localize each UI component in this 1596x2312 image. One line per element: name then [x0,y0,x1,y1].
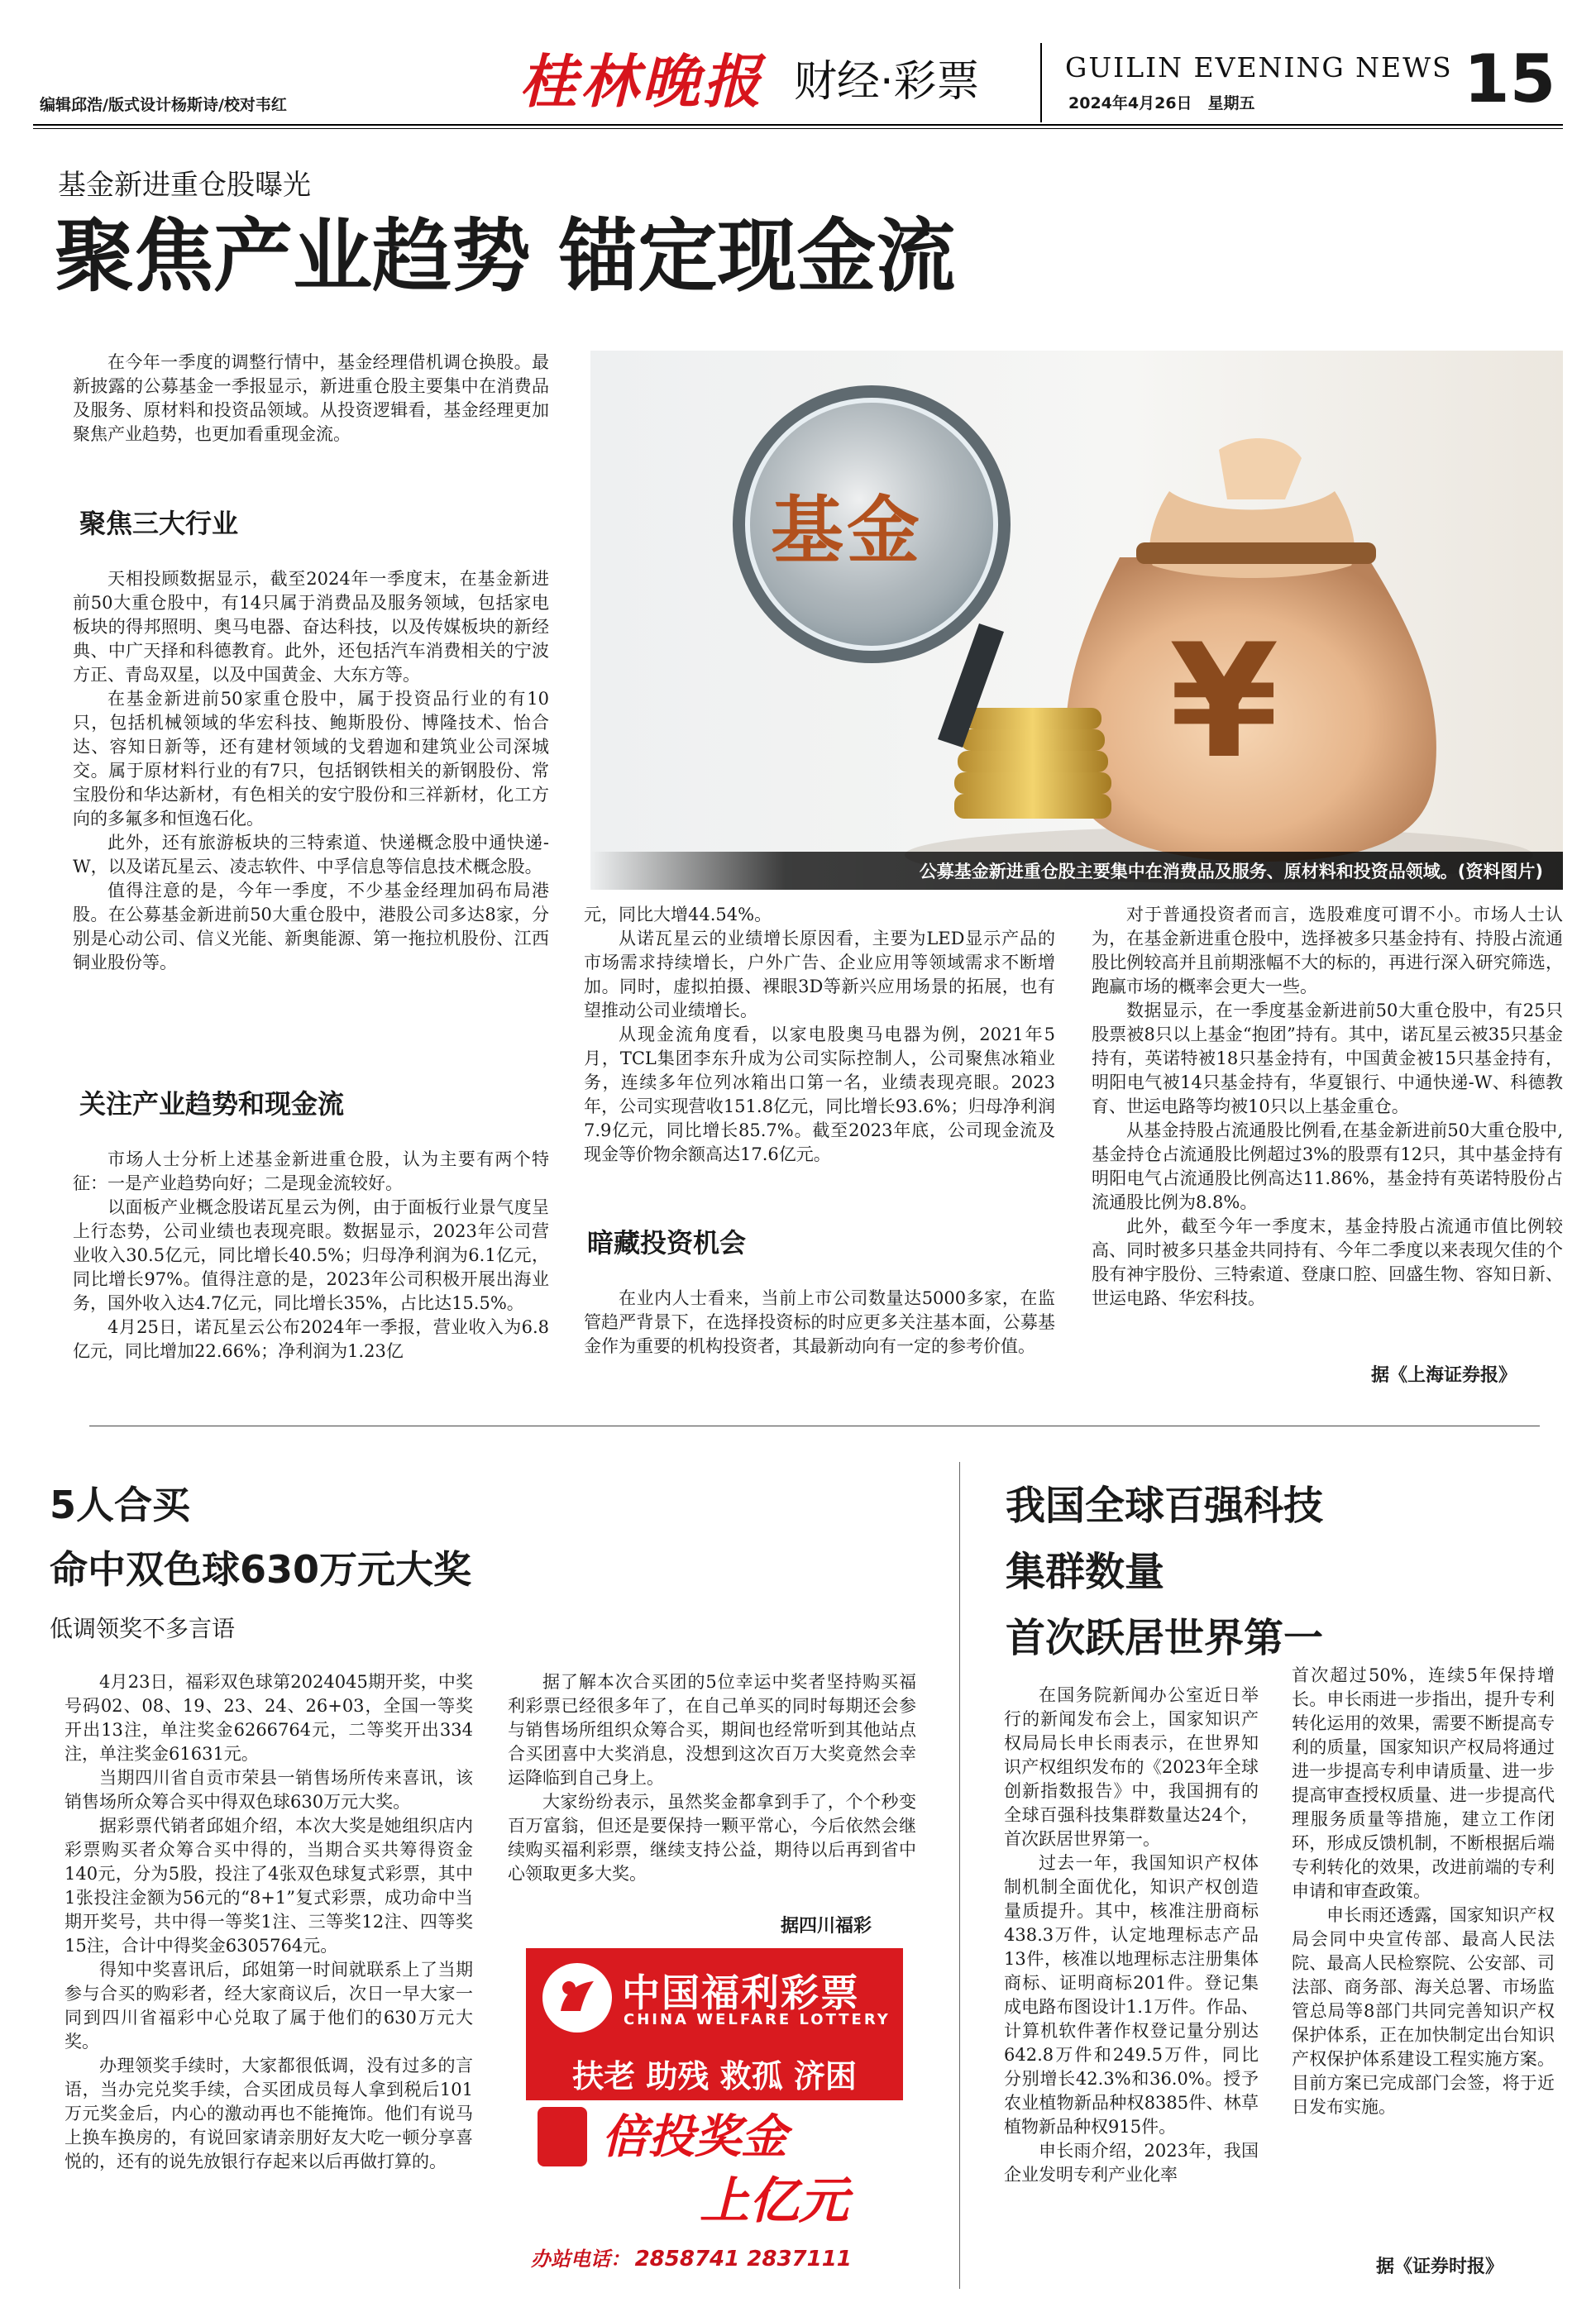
lottery-paragraph: 4月23日，福彩双色球第2024045期开奖，中奖号码02、08、19、23、24、26+03，全国一等奖开出13注，单注奖金6266764元，二等奖开出334注，单注奖金61631元。 [65,1672,473,1764]
tech-title-line2: 集群数量 [1006,1549,1165,1595]
column-divider [959,1462,960,2289]
lottery-column-a [65,1670,473,2174]
lead-column-2-bottom [584,1287,1055,1359]
lead-column-1-top [73,351,549,447]
promo-line2: 上亿元 [700,2172,848,2230]
lead-column-2 [584,903,1055,1167]
ad-brand-en: CHINA WELFARE LOTTERY [624,2011,891,2028]
lead-paragraph: 从现金流角度看，以家电股奥马电器为例，2021年5月，TCL集团李东升成为公司实际控制人，公司聚焦冰箱业务，连续多年位列冰箱出口第一名，业绩表现亮眼。2023年，公司实现营收151.8亿元，同比增长93.6%；归母净利润7.9亿元，同比增长85.7%。截至2023年底，公司现金流及现金等价物余额高达17.6亿元。 [584,1025,1055,1164]
image-caption [590,852,1563,890]
lead-paragraph: 在业内人士看来，当前上市公司数量达5000多家，在监管趋严背景下，在选择投资标的时应更多关注基本面，公募基金作为重要的机构投资者，其最新动向有一定的参考价值。 [584,1288,1055,1356]
masthead-rule-thin [33,128,1563,129]
tech-column-a [1004,1684,1259,2187]
tech-title-line1: 我国全球百强科技 [1006,1483,1324,1529]
lead-paragraph: 元，同比大增44.54%。 [584,905,772,924]
promo-line1: 倍投奖金 [602,2110,787,2164]
lead-paragraph: 此外，截至今年一季度末，基金持股占流通市值比例较高、同时被多只基金共同持有、今年二季度以来表现欠佳的个股有神宇股份、三特索道、登康口腔、回盛生物、容知日新、世运电路、华宏科技。 [1092,1216,1563,1308]
lead-paragraph: 数据显示，在一季度基金新进前50大重仓股中，有25只股票被8只以上基金“抱团”持有。其中，诺瓦星云被35只基金持有，英诺特被18只基金持有，中国黄金被15只基金持有，明阳电气被14只基金持有，华夏银行、中通快递-W、科德教育、世运电路等均被10只以上基金重仓。 [1092,1001,1563,1116]
tech-paragraph: 过去一年，我国知识产权体制机制全面优化，知识产权创造量质提升。其中，核准注册商标438.3万件，认定地理标志产品13件，核准以地理标志注册集体商标、证明商标201件。登记集成电路布图设计1.1万件。作品、计算机软件著作权登记量分别达642.8万件和249.5万件，同比分别增长42.3%和36.0%。授予农业植物新品种权8385件、林草植物新品种权915件。 [1004,1853,1259,2137]
lead-paragraph: 从诺瓦星云的业绩增长原因看，主要为LED显示产品的市场需求持续增长，户外广告、企业应用等领域需求不断增加。同时，虚拟拍摄、裸眼3D等新兴应用场景的拓展，也有望推动公司业绩增长。 [584,929,1055,1020]
lead-column-3 [1092,903,1563,1311]
subhead-hidden-opportunity: 暗藏投资机会 [587,1227,747,1259]
phone-number: 2858741 2837111 [634,2247,852,2271]
welfare-lottery-promo [526,2100,903,2304]
lottery-title-line1: 5人合买 [50,1483,191,1527]
logo-text: 桂林晚报 [519,47,764,116]
lottery-paragraph: 大家纷纷表示，虽然奖金都拿到手了，个个秒变百万富翁，但还是要保持一颗平常心，今后依然会继续购买福利彩票，继续支持公益，期待以后再到省中心领取更多大奖。 [508,1792,916,1884]
lead-paragraph: 以面板产业概念股诺瓦星云为例，由于面板行业景气度呈上行态势，公司业绩也表现亮眼。数据显示，2023年公司营业收入30.5亿元，同比增长40.5%；归母净利润为6.1亿元，同比增长97%。值得注意的是，2023年公司积极开展出海业务，国外收入达4.7亿元，同比增长35%，占比达15.5%。 [73,1197,549,1313]
tech-paragraph: 在国务院新闻办公室近日举行的新闻发布会上，国家知识产权局局长申长雨表示，在世界知识产权组织发布的《2023年全球创新指数报告》中，我国拥有的全球百强科技集群数量达24个，首次跃居世界第一。 [1004,1685,1259,1849]
lead-paragraph: 市场人士分析上述基金新进重仓股，认为主要有两个特征：一是产业趋势向好；二是现金流较好。 [73,1149,549,1193]
tech-paragraph: 首次超过50%，连续5年保持增长。申长雨进一步指出，提升专利转化运用的效果，需要不断提高专利的质量，国家知识产权局将通过进一步提高专利申请质量、进一步提高审查授权质量、进一步提高代理服务质量等措施，建立工作闭环，形成反馈机制，不断根据后端专利转化的效果，改进前端的专利申请和审查政策。 [1292,1665,1555,1901]
lead-paragraph: 此外，还有旅游板块的三特索道、快递概念股中通快递-W，以及诺瓦星云、凌志软件、中孚信息等信息技术概念股。 [73,833,549,877]
masthead-rule [33,124,1563,126]
fund-illustration [590,351,1563,890]
tech-paragraph: 申长雨还透露，国家知识产权局会同中央宣传部、最高人民法院、最高人民检察院、公安部、司法部、商务部、海关总署、市场监管总局等8部门共同完善知识产权保护体系，正在加快制定出台知识产权保护体系建设工程实施方案。目前方案已完成部门会签，将于近日发布实施。 [1292,1905,1555,2117]
lottery-paragraph: 当期四川省自贡市荣县一销售场所传来喜讯，该销售场所众筹合买中得双色球630万元大奖。 [65,1768,473,1812]
image-yen-symbol: ¥ [1169,610,1279,793]
paper-english-name: GUILIN EVENING NEWS [1065,51,1453,84]
phone-label: 办站电话： [531,2248,630,2271]
lottery-credit: 据四川福彩 [780,1916,872,1937]
image-label-fund: 基金 [771,488,924,573]
subhead-three-industries: 聚焦三大行业 [79,508,239,539]
ad-slogan: 扶老 助残 救孤 济困 [572,2058,857,2095]
lead-photo [590,351,1563,890]
lead-paragraph: 对于普通投资者而言，选股难度可谓不小。市场人士认为，在基金新进重仓股中，选择被多只基金持有、持股占流通股比例较高并且前期涨幅不大的标的，再进行深入研究筛选，跑赢市场的概率会更大一些。 [1092,905,1563,996]
lottery-subtitle: 低调领奖不多言语 [50,1615,236,1642]
lottery-title-line2: 命中双色球630万元大奖 [50,1547,472,1592]
masthead-logo [519,46,771,117]
lead-column-1-bottom [73,1148,549,1364]
subhead-trends-cashflow: 关注产业趋势和现金流 [79,1088,345,1120]
lead-paragraph: 在基金新进前50家重仓股中，属于投资品行业的有10只，包括机械领域的华宏科技、鲍斯股份、博隆技术、怡合达、容知日新等，还有建材领域的戈碧迦和建筑业公司深城交。属于原材料行业的有7只，包括钢铁相关的新钢股份、常宝股份和华达新材，有色相关的安宁股份和三祥新材，化工方向的多氟多和恒逸石化。 [73,689,549,829]
lottery-paragraph: 得知中奖喜讯后，邱姐第一时间就联系上了当期参与合买的购彩者，经大家商议后，次日一早大家一同到四川省福彩中心兑取了属于他们的630万元大奖。 [65,1960,473,2052]
editors-line: 编辑邱浩/版式设计杨斯诗/校对韦红 [40,96,287,114]
lottery-paragraph: 据彩票代销者邱姐介绍，本次大奖是她组织店内彩票购买者众筹合买中得的，当期合买共筹得资金140元，分为5股，投注了4张双色球复式彩票，其中1张投注金额为56元的“8+1”复式彩票，成功命中当期开奖号，共中得一等奖1注、三等奖12注、四等奖15注，合计中得奖金6305764元。 [65,1816,473,1956]
lead-credit: 据《上海证券报》 [1370,1365,1517,1386]
tech-title-line3: 首次跃居世界第一 [1006,1615,1324,1661]
lead-headline: 聚焦产业趋势 锚定现金流 [55,210,956,303]
lead-paragraph: 从基金持股占流通股比例看,在基金新进前50大重仓股中,基金持仓占流通股比例超过3%的股票有12只，其中基金持有明阳电气占流通股比例高达11.86%，基金持有英诺特股份占流通股比例为8.8%。 [1092,1120,1563,1212]
lottery-paragraph: 据了解本次合买团的5位幸运中奖者坚持购买福利彩票已经很多年了，在自己单买的同时每期还会参与销售场所组织众筹合买，期间也经常听到其他站点合买团喜中大奖消息，没想到这次百万大奖竟然会幸运降临到自己身上。 [508,1672,916,1788]
welfare-lottery-logo-icon [539,1960,615,2036]
lead-kicker: 基金新进重仓股曝光 [58,169,311,202]
lead-paragraph: 在今年一季度的调整行情中，基金经理借机调仓换股。最新披露的公募基金一季报显示，新进重仓股主要集中在消费品及服务、原材料和投资品领域。从投资逻辑看，基金经理更加聚焦产业趋势，也更加看重现金流。 [73,352,549,444]
image-caption-text: 公募基金新进重仓股主要集中在消费品及服务、原材料和投资品领域。(资料图片) [919,862,1543,881]
promo-ticket-icon [538,2107,587,2166]
issue-date: 2024年4月26日 星期五 [1068,94,1255,112]
page-number: 15 [1464,41,1556,117]
lead-column-1-mid [73,567,549,975]
tech-column-b [1292,1664,1555,2119]
lead-paragraph: 天相投顾数据显示，截至2024年一季度末，在基金新进前50大重仓股中，有14只属于消费品及服务领域，包括家电板块的得邦照明、奥马电器、奋达科技，以及传媒板块的新经典、中广天择和科德教育。此外，还包括汽车消费相关的宁波方正、青岛双星，以及中国黄金、大东方等。 [73,569,549,685]
lead-paragraph: 4月25日，诺瓦星云公布2024年一季报，营业收入为6.8亿元，同比增加22.66%；净利润为1.23亿 [73,1317,549,1361]
tech-paragraph: 申长雨介绍，2023年，我国企业发明专利产业化率 [1004,2141,1259,2185]
lead-paragraph: 值得注意的是，今年一季度，不少基金经理加码布局港股。在公募基金新进前50大重仓股中，港股公司多达8家，分别是心动公司、信义光能、新奥能源、第一拖拉机股份、江西铜业股份等。 [73,881,549,972]
section-name: 财经·彩票 [794,57,980,107]
lottery-column-b [508,1670,916,1886]
masthead-divider [1040,43,1042,122]
ad-brand-cn: 中国福利彩票 [622,1970,860,2015]
tech-credit: 据《证券时报》 [1375,2257,1503,2277]
lottery-paragraph: 办理领奖手续时，大家都很低调，没有过多的言语，当办完兑奖手续，合买团成员每人拿到税后101万元奖金后，内心的激动再也不能掩饰。他们有说马上换车换房的，有说回家请亲朋好友大吃一顿分享喜悦的，还有的说先放银行存起来以后再做打算的。 [65,2056,473,2171]
promo-phone [531,2243,852,2271]
